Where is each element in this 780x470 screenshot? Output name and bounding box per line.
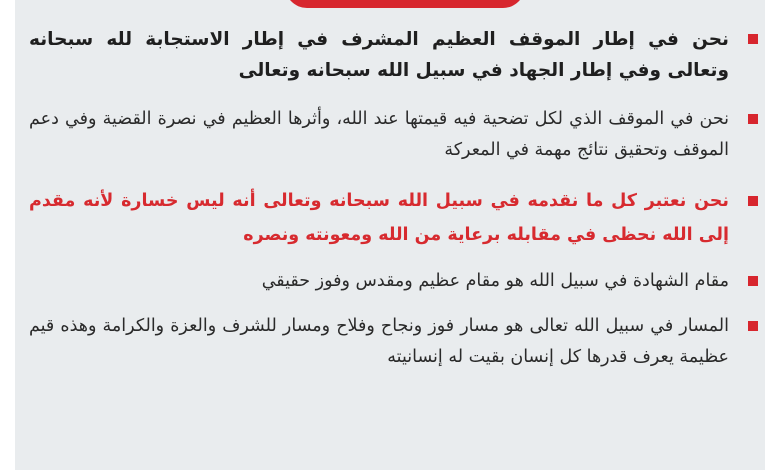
list-item-text: نحن في الموقف الذي لكل تضحية فيه قيمتها عند الله، وأثرها العظيم في نصرة القضية وفي دعم الموقف وتحقيق نتائج مهمة في المعركة	[29, 109, 729, 160]
list-item	[15, 184, 765, 252]
bullet-square-icon	[748, 321, 758, 331]
list-item-text: نحن نعتبر كل ما نقدمه في سبيل الله سبحانه وتعالى أنه ليس خسارة لأنه مقدم إلى الله نحظى في مقابله برعاية من الله ومعونته ونصره	[29, 191, 729, 245]
list-item	[15, 311, 765, 373]
bullet-square-icon	[748, 114, 758, 124]
content-card	[15, 0, 765, 470]
bullet-square-icon	[748, 196, 758, 206]
list-item	[15, 104, 765, 166]
list-item	[15, 24, 765, 86]
bullet-square-icon	[748, 276, 758, 286]
list-item-text: مقام الشهادة في سبيل الله هو مقام عظيم ومقدس وفوز حقيقي	[261, 271, 729, 291]
list-item-text: المسار في سبيل الله تعالى هو مسار فوز ونجاح وفلاح ومسار للشرف والعزة والكرامة وهذه قيم عظيمة يعرف قدرها كل إنسان بقيت له إنسانيته	[29, 316, 729, 367]
list-item-text: نحن في إطار الموقف العظيم المشرف في إطار الاستجابة لله سبحانه وتعالى وفي إطار الجهاد في سبيل الله سبحانه وتعالى	[29, 29, 729, 81]
bullet-square-icon	[748, 34, 758, 44]
header-tab	[285, 0, 525, 8]
list-item	[15, 266, 765, 297]
bullet-list	[15, 24, 765, 373]
